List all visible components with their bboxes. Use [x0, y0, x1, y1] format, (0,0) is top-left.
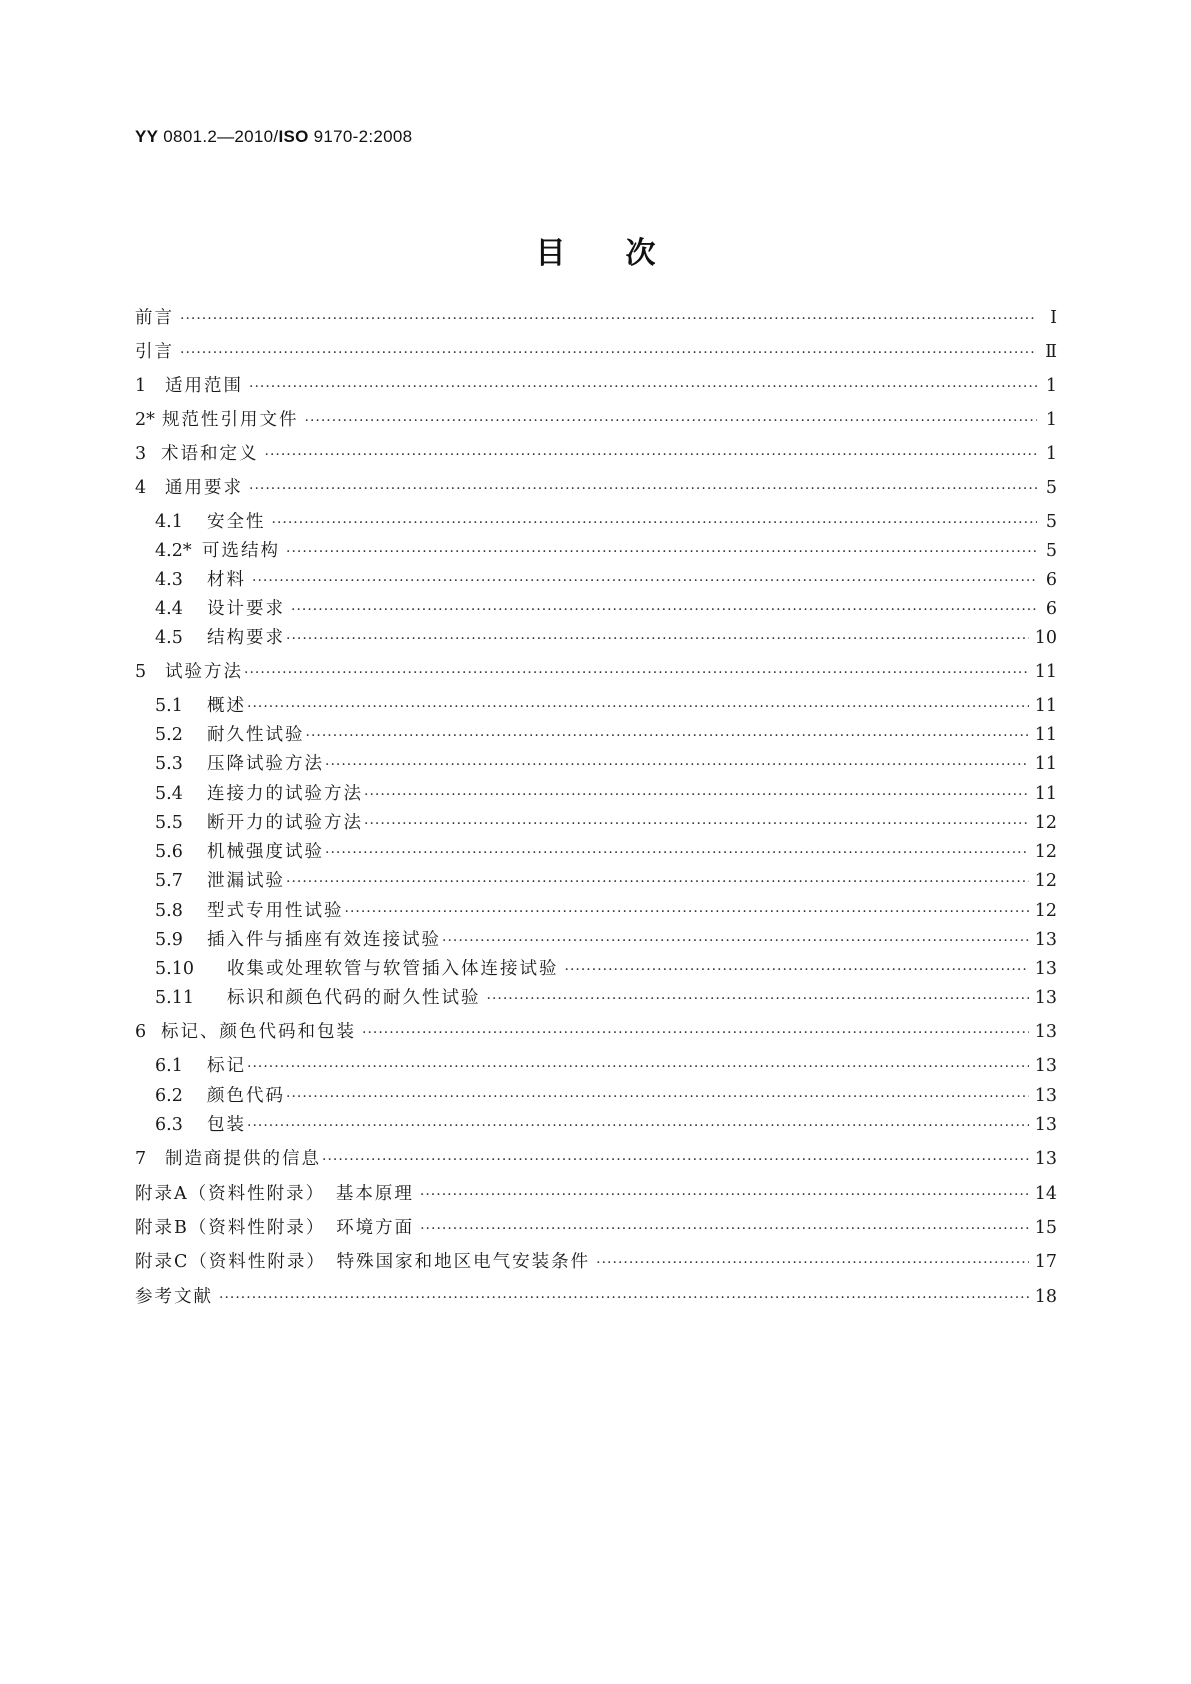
dot-leader	[420, 1184, 1029, 1206]
toc-entry-page: 5	[1045, 512, 1057, 532]
toc-entry-bibliography[interactable]	[135, 1286, 1057, 1308]
toc-entry-page: 12	[1034, 871, 1057, 891]
toc-entry-foreword[interactable]	[135, 307, 1057, 329]
toc-entry-label: 颜色代码	[207, 1086, 285, 1106]
toc-entry-section-4-5[interactable]	[155, 627, 1057, 649]
toc-entry-number: 5	[135, 662, 147, 682]
toc-entry-page: 10	[1034, 628, 1057, 648]
dot-leader	[364, 784, 1029, 806]
toc-entry-number: 6.1	[155, 1056, 183, 1076]
dot-leader	[265, 444, 1038, 466]
toc-entry-number: 6.2	[155, 1086, 183, 1106]
dot-leader	[442, 930, 1029, 952]
toc-entry-page: 11	[1034, 725, 1057, 745]
toc-entry-annex-b[interactable]	[135, 1217, 1057, 1239]
toc-entry-label: 引言	[135, 342, 174, 362]
toc-entry-section-5-8[interactable]	[155, 900, 1057, 922]
header-code-iso: ISO	[278, 127, 309, 146]
dot-leader	[247, 1115, 1029, 1137]
dot-leader	[362, 1022, 1029, 1044]
toc-entry-page: 1	[1045, 444, 1057, 464]
toc-entry-label: 机械强度试验	[207, 842, 324, 862]
toc-entry-number: 5.1	[155, 696, 183, 716]
toc-entry-section-5-4[interactable]	[155, 783, 1057, 805]
toc-entry-page: 13	[1034, 1149, 1057, 1169]
toc-entry-page: 1	[1045, 410, 1057, 430]
toc-entry-number: 5.5	[155, 813, 183, 833]
dot-leader	[286, 628, 1029, 650]
dot-leader	[286, 871, 1029, 893]
toc-entry-label: 标记、颜色代码和包装	[161, 1022, 356, 1042]
dot-leader	[247, 1056, 1029, 1078]
toc-entry-page: 13	[1034, 1115, 1057, 1135]
toc-entry-section-4-1[interactable]	[155, 511, 1057, 533]
toc-entry-label: 包装	[207, 1115, 246, 1135]
toc-entry-number: 2*	[135, 410, 155, 430]
toc-entry-number: 5.8	[155, 901, 183, 921]
toc-entry-page: 12	[1034, 842, 1057, 862]
toc-entry-page: 11	[1034, 696, 1057, 716]
toc-entry-label: 插入件与插座有效连接试验	[207, 930, 441, 950]
toc-entry-page: 13	[1034, 1086, 1057, 1106]
toc-entry-label: 通用要求	[165, 478, 243, 498]
dot-leader	[306, 725, 1029, 747]
toc-entry-section-6-2[interactable]	[155, 1085, 1057, 1107]
page-title: 目次	[535, 236, 716, 271]
toc-entry-section-6-3[interactable]	[155, 1114, 1057, 1136]
toc-entry-label: 耐久性试验	[207, 725, 305, 745]
toc-entry-label: 设计要求	[207, 599, 285, 619]
toc-entry-page: 14	[1034, 1184, 1057, 1204]
toc-entry-label: 术语和定义	[161, 444, 259, 464]
dot-leader	[487, 988, 1029, 1010]
dot-leader	[244, 662, 1029, 684]
header-code-number: 0801.2—2010/	[158, 127, 279, 146]
dot-leader	[180, 308, 1037, 330]
toc-entry-page: 15	[1034, 1218, 1057, 1238]
dot-leader	[364, 813, 1029, 835]
dot-leader	[325, 842, 1029, 864]
dot-leader	[249, 478, 1037, 500]
toc-entry-page: 11	[1034, 662, 1057, 682]
toc-entry-number: 4	[135, 478, 147, 498]
toc-entry-section-7[interactable]	[135, 1148, 1057, 1170]
toc-entry-section-4-2[interactable]	[155, 540, 1057, 562]
toc-entry-label: 安全性	[207, 512, 266, 532]
dot-leader	[247, 696, 1029, 718]
toc-entry-annex-c[interactable]	[135, 1251, 1057, 1273]
dot-leader	[565, 959, 1029, 981]
toc-entry-number: 5.7	[155, 871, 183, 891]
toc-entry-number: 4.3	[155, 570, 183, 590]
toc-entry-label: 收集或处理软管与软管插入体连接试验	[227, 959, 559, 979]
toc-entry-section-4[interactable]	[135, 477, 1057, 499]
toc-entry-label: 附录C（资料性附录） 特殊国家和地区电气安装条件	[135, 1252, 591, 1272]
toc-entry-section-1[interactable]	[135, 375, 1057, 397]
toc-entry-page: 13	[1034, 930, 1057, 950]
dot-leader	[322, 1149, 1029, 1171]
toc-entry-page: 12	[1034, 813, 1057, 833]
toc-entry-number: 4.5	[155, 628, 183, 648]
toc-entry-number: 5.2	[155, 725, 183, 745]
toc-entry-page: Ⅰ	[1050, 308, 1057, 328]
toc-entry-section-5-3[interactable]	[155, 753, 1057, 775]
toc-entry-introduction[interactable]	[135, 341, 1057, 363]
toc-entry-label: 附录A（资料性附录） 基本原理	[135, 1184, 414, 1204]
toc-entry-label: 材料	[207, 570, 246, 590]
toc-entry-label: 标记	[207, 1056, 246, 1076]
toc-entry-section-5-5[interactable]	[155, 812, 1057, 834]
toc-entry-page: 5	[1045, 478, 1057, 498]
toc-entry-page: 13	[1034, 959, 1057, 979]
dot-leader	[325, 754, 1029, 776]
toc-entry-label: 附录B（资料性附录） 环境方面	[135, 1218, 415, 1238]
toc-entry-label: 试验方法	[165, 662, 243, 682]
toc-entry-section-5-2[interactable]	[155, 724, 1057, 746]
dot-leader	[420, 1218, 1029, 1240]
toc-entry-label: 概述	[207, 696, 246, 716]
dot-leader	[249, 376, 1037, 398]
toc-entry-page: 13	[1034, 1056, 1057, 1076]
dot-leader	[252, 570, 1037, 592]
toc-entry-page: 11	[1034, 754, 1057, 774]
toc-entry-label: 制造商提供的信息	[165, 1149, 321, 1169]
toc-entry-section-4-3[interactable]	[155, 569, 1057, 591]
toc-entry-label: 泄漏试验	[207, 871, 285, 891]
dot-leader	[286, 1086, 1029, 1108]
toc-entry-section-5-7[interactable]	[155, 870, 1057, 892]
toc-entry-page: 18	[1034, 1287, 1057, 1307]
toc-entry-label: 适用范围	[165, 376, 243, 396]
toc-entry-section-3[interactable]	[135, 443, 1057, 465]
toc-entry-number: 5.6	[155, 842, 183, 862]
toc-entry-section-2[interactable]	[135, 409, 1057, 431]
dot-leader	[219, 1287, 1029, 1309]
toc-entry-label: 结构要求	[207, 628, 285, 648]
toc-entry-label: 压降试验方法	[207, 754, 324, 774]
dot-leader	[180, 342, 1037, 364]
toc-entry-section-5-1[interactable]	[155, 695, 1057, 717]
toc-entry-page: 13	[1034, 988, 1057, 1008]
toc-entry-number: 6	[135, 1022, 147, 1042]
toc-entry-page: 11	[1034, 784, 1057, 804]
toc-entry-number: 1	[135, 376, 147, 396]
toc-entry-section-6-1[interactable]	[155, 1055, 1057, 1077]
toc-entry-label: 标识和颜色代码的耐久性试验	[227, 988, 481, 1008]
header-code-iso-number: 9170-2:2008	[308, 127, 413, 146]
toc-entry-page: 6	[1045, 599, 1057, 619]
toc-entry-number: 5.4	[155, 784, 183, 804]
dot-leader	[305, 410, 1038, 432]
toc-entry-section-5-9[interactable]	[155, 929, 1057, 951]
toc-entry-section-5-6[interactable]	[155, 841, 1057, 863]
toc-entry-annex-a[interactable]	[135, 1183, 1057, 1205]
toc-entry-number: 7	[135, 1149, 147, 1169]
toc-entry-section-6[interactable]	[135, 1021, 1057, 1043]
toc-entry-page: 12	[1034, 901, 1057, 921]
toc-entry-section-5[interactable]	[135, 661, 1057, 683]
toc-entry-page: 1	[1045, 376, 1057, 396]
toc-entry-label: 型式专用性试验	[207, 901, 344, 921]
dot-leader	[272, 512, 1038, 534]
toc-entry-label: 连接力的试验方法	[207, 784, 363, 804]
toc-entry-page: 6	[1045, 570, 1057, 590]
toc-entry-label: 断开力的试验方法	[207, 813, 363, 833]
dot-leader	[345, 901, 1029, 923]
toc-entry-number: 5.9	[155, 930, 183, 950]
toc-entry-section-5-11[interactable]	[155, 987, 1057, 1009]
toc-entry-number: 5.3	[155, 754, 183, 774]
dot-leader	[291, 599, 1037, 621]
toc-entry-number: 5.10	[155, 959, 194, 979]
toc-entry-page: 5	[1045, 541, 1057, 561]
toc-entry-page: 17	[1034, 1252, 1057, 1272]
toc-entry-section-4-4[interactable]	[155, 598, 1057, 620]
toc-entry-page: 13	[1034, 1022, 1057, 1042]
toc-entry-number: 4.1	[155, 512, 183, 532]
toc-entry-label: 规范性引用文件	[162, 410, 299, 430]
toc-entry-label: 可选结构	[202, 541, 280, 561]
toc-entry-section-5-10[interactable]	[155, 958, 1057, 980]
toc-entry-number: 5.11	[155, 988, 194, 1008]
toc-entry-label: 参考文献	[135, 1287, 213, 1307]
toc-entry-page: Ⅱ	[1045, 342, 1057, 362]
toc-entry-number: 4.4	[155, 599, 183, 619]
toc-entry-number: 6.3	[155, 1115, 183, 1135]
dot-leader	[596, 1252, 1029, 1274]
dot-leader	[286, 541, 1037, 563]
toc-entry-number: 3	[135, 444, 147, 464]
toc-entry-label: 前言	[135, 308, 174, 328]
toc-entry-number: 4.2*	[155, 541, 192, 561]
header-code-yy: YY	[135, 127, 159, 146]
